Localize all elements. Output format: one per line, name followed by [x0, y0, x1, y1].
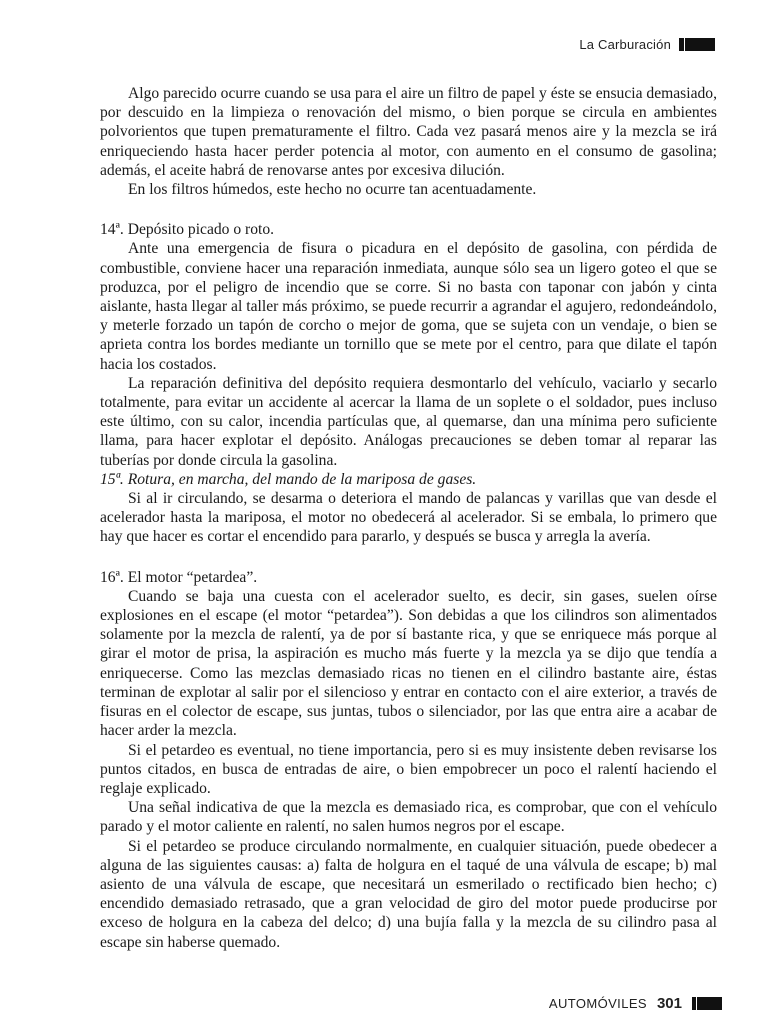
- running-header: [579, 37, 715, 52]
- paragraph: La reparación definitiva del depósito requiera desmontarlo del vehículo, vaciarlo y secarlo totalmente, para evitar un accidente al acercar la llama de un soplete o el soldador, pues incluso este último, con su calor, incendia partículas que, al quemarse, dan una mínima pero suficiente llama, para hacer explotar el depósito. Análogas precauciones se deben tomar al reparar las tuberías por donde circula la gasolina.: [100, 374, 717, 469]
- page-body: [100, 84, 717, 952]
- paragraph: Ante una emergencia de fisura o picadura en el depósito de gasolina, con pérdida de combustible, conviene hacer una reparación inmediata, aunque sólo sea un ligero goteo el que se produzca, por el peligro de incendio que se corre. Si no basta con taponar con jabón y cinta aislante, hasta llegar al taller más próximo, se puede recurrir a agrandar el agujero, redondeándolo, y meterle forzado un tapón de corcho o mejor de goma, que se sujeta con un vendaje, o bien se aprieta contra los bordes mediante un tornillo que se mete por el centro, para que dilate el tapón hacia los costados.: [100, 240, 717, 373]
- paragraph: Si al ir circulando, se desarma o deteriora el mando de palancas y varillas que van desde el acelerador hasta la mariposa, el motor no obedecerá al acelerador. Si se embala, lo primero que hay que hacer es cortar el encendido para pararlo, y después se busca y arregla la avería.: [100, 490, 717, 546]
- paragraph: En los filtros húmedos, este hecho no ocurre tan acentuadamente.: [128, 181, 537, 199]
- paragraph: Una señal indicativa de que la mezcla es demasiado rica, es comprobar, que con el vehículo parado y el motor caliente en ralentí, no salen humos negros por el escape.: [100, 799, 717, 836]
- book-title: AUTOMÓVILES: [548, 996, 647, 1011]
- section-title: La Carburación: [579, 37, 671, 52]
- paragraph: Cuando se baja una cuesta con el acelerador suelto, es decir, sin gases, suelen oírse explosiones en el escape (el motor “petardea”). Son debidas a que los cilindros son alimentados solamente por la mezcla de ralentí, ya de por sí bastante rica, y que se enriquece más porque al girar el motor de prisa, la aspiración es mucho más fuerte y la mezcla ya se dijo que tendía a enriquecerse. Como las mezclas demasiado ricas no tienen en el cilindro bastante aire, éstas terminan de explotar al salir por el silencioso y entrar en contacto con el aire exterior, a través de fisuras en el colector de escape, sus juntas, tubos o silenciador, por las que entra aire a acabar de hacer arder la mezcla.: [100, 587, 717, 740]
- section-heading-14: 14ª. Depósito picado o roto.: [100, 221, 275, 239]
- section-heading-15: 15ª. Rotura, en marcha, del mando de la mariposa de gases.: [100, 470, 477, 488]
- header-bar-mark: [679, 38, 715, 51]
- paragraph: Algo parecido ocurre cuando se usa para el aire un filtro de papel y éste se ensucia demasiado, por descuido en la limpieza o renovación del mismo, o bien porque se circula en ambientes polvorientos que tupen prematuramente el filtro. Cada vez pasará menos aire y la mezcla se irá enriqueciendo hasta hacer perder potencia al motor, con aumento en el consumo de gasolina; además, el aceite habrá de renovarse antes por excesiva dilución.: [100, 85, 717, 179]
- page-number: 301: [656, 995, 682, 1012]
- section-heading-16: 16ª. El motor “petardea”.: [100, 568, 258, 586]
- running-footer: [549, 995, 722, 1012]
- paragraph: Si el petardeo se produce circulando normalmente, en cualquier situación, puede obedecer a alguna de las siguientes causas: a) falta de holgura en el taqué de una válvula de escape; b) mal asiento de una válvula de escape, que necesitará un esmerilado o rectificado bien hecho; c) encendido demasiado retrasado, que a gran velocidad de giro del motor puede producirse por exceso de holgura en la cabeza del delco; d) una bujía falla y la mezcla de su cilindro pasa al escape sin haberse quemado.: [100, 837, 717, 951]
- paragraph: Si el petardeo es eventual, no tiene importancia, pero si es muy insistente deben revisarse los puntos citados, en busca de entradas de aire, o bien empobrecer un poco el ralentí haciendo el reglaje explicado.: [100, 741, 717, 797]
- footer-bar-mark: [692, 997, 722, 1010]
